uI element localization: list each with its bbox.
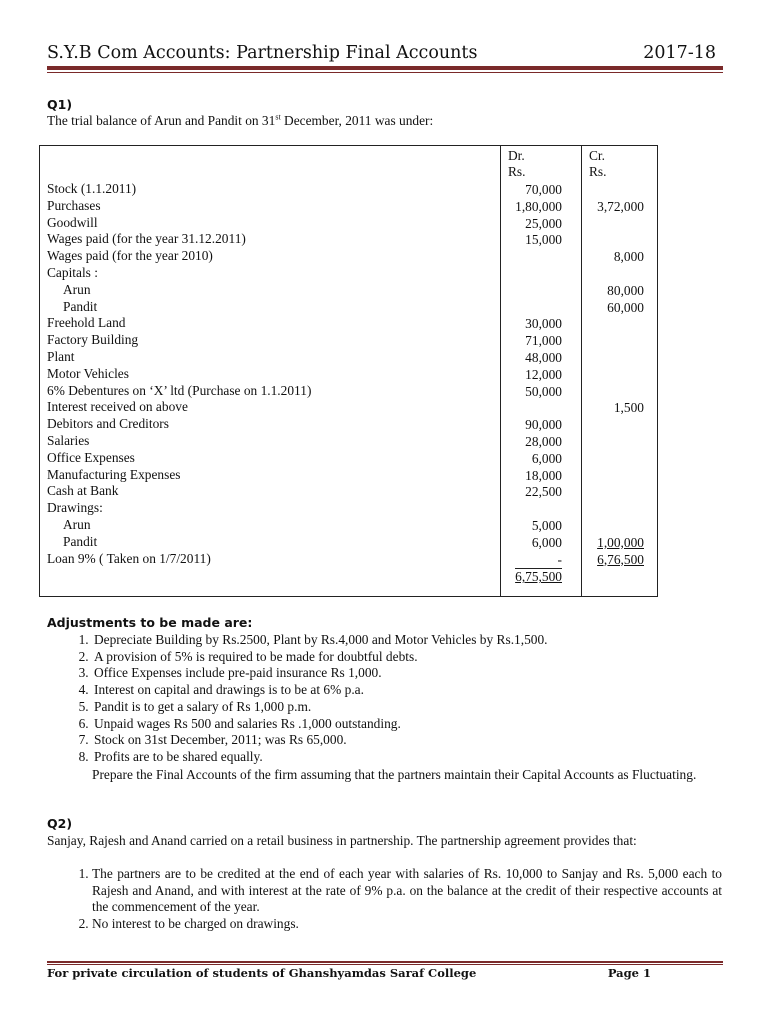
cr-value [582, 501, 644, 518]
dr-value [500, 266, 562, 283]
cr-value [582, 451, 644, 468]
cr-value [582, 434, 644, 451]
cr-value [582, 468, 644, 485]
list-item: 2. A provision of 5% is required to be made for doubtful debts. [92, 649, 724, 666]
dr-value [500, 501, 562, 518]
cr-total: 6,76,500 [597, 551, 644, 567]
list-item: 6. Unpaid wages Rs 500 and salaries Rs .1,000 outstanding. [92, 716, 724, 733]
dr-value: 18,000 [525, 467, 562, 483]
page-number: Page 1 [607, 966, 651, 980]
cr-value [582, 417, 644, 434]
table-row-label: Capitals : [47, 264, 98, 280]
header-year: 2017-18 [643, 43, 716, 63]
dr-value: 1,80,000 [515, 198, 562, 214]
dr-value: 28,000 [525, 433, 562, 449]
table-row-label: Arun [63, 281, 91, 297]
table-row-label: Salaries [47, 432, 90, 448]
cr-value: 1,500 [613, 400, 644, 416]
list-item: 1. Depreciate Building by Rs.2500, Plant by Rs.4,000 and Motor Vehicles by Rs.1,500. [92, 632, 724, 649]
dr-value: 12,000 [525, 366, 562, 382]
dr-value [500, 283, 562, 300]
list-item: 4. Interest on capital and drawings is to be at 6% p.a. [92, 682, 724, 699]
table-row-label: Purchases [47, 197, 101, 213]
dr-value [500, 249, 562, 266]
footer-text: For private circulation of students of Ghanshyamdas Saraf College [47, 966, 477, 980]
cr-value [582, 232, 644, 249]
cr-value [582, 518, 644, 535]
col-dr-header: Dr. [508, 148, 525, 163]
table-row-label: Cash at Bank [47, 483, 119, 499]
cr-value [582, 484, 644, 501]
cr-value [582, 182, 644, 199]
cr-value [582, 367, 644, 384]
table-row-label: Wages paid (for the year 2010) [47, 248, 213, 264]
table-row-label: Interest received on above [47, 399, 188, 415]
table-row-label: Goodwill [47, 214, 98, 230]
col-dr-unit: Rs. [508, 164, 526, 179]
q2-label: Q2) [47, 816, 73, 831]
table-row-label: Office Expenses [47, 449, 135, 465]
instruction-text: Prepare the Final Accounts of the firm assuming that the partners maintain their Capital Accounts as Fluctuating. [92, 767, 697, 782]
dr-value: 70,000 [525, 182, 562, 197]
cr-value [582, 216, 644, 233]
dr-value: 6,000 [531, 450, 562, 466]
cr-value [582, 384, 644, 401]
dr-value: 25,000 [525, 215, 562, 231]
dr-value [500, 400, 562, 417]
table-row-label: Loan 9% ( Taken on 1/7/2011) [47, 550, 211, 566]
cr-value [582, 316, 644, 333]
header-rule [47, 66, 723, 70]
table-row-label: Arun [63, 516, 91, 532]
dr-total: 6,75,500 [515, 569, 562, 585]
cr-value: 3,72,000 [597, 198, 644, 214]
adjustments-list [47, 632, 724, 766]
table-row-label: Wages paid (for the year 31.12.2011) [47, 231, 246, 247]
table-row-label: Manufacturing Expenses [47, 466, 181, 482]
col-cr-header: Cr. [589, 148, 605, 163]
footer-rule-thin [47, 964, 723, 965]
list-item: 1. The partners are to be credited at the end of each year with salaries of Rs. 10,000 to Sanjay and Rs. 5,000 each to Rajesh and Anand, and with interest at the rate of 9% p.a. on the balance at the credit of their respective accounts at the commencement of the year. [92, 866, 722, 916]
table-row-label: Debitors and Creditors [47, 416, 169, 432]
dr-value: 6,000 [531, 534, 562, 550]
col-cr-unit: Rs. [589, 164, 607, 179]
cr-value [582, 350, 644, 367]
cr-value [582, 266, 644, 283]
cr-value: 1,00,000 [597, 534, 644, 550]
table-row-label: Freehold Land [47, 315, 126, 331]
list-item: 2. No interest to be charged on drawings. [92, 916, 722, 933]
footer-rule [47, 961, 723, 963]
cr-value: 80,000 [607, 282, 644, 298]
list-item: 8. Profits are to be shared equally. [92, 749, 724, 766]
table-row-label: Factory Building [47, 332, 139, 348]
q2-intro: Sanjay, Rajesh and Anand carried on a retail business in partnership. The partnership agreement provides that: [47, 833, 637, 848]
dr-value [500, 300, 562, 317]
header-title: S.Y.B Com Accounts: Partnership Final Accounts [47, 43, 478, 63]
header-rule-thin [47, 72, 723, 73]
item-list [47, 181, 311, 567]
dr-column [500, 182, 562, 585]
table-row-label: Pandit [63, 298, 98, 314]
q2-points [47, 866, 722, 933]
table-row-label: 6% Debentures on ‘X’ ltd (Purchase on 1.1.2011) [47, 382, 312, 398]
dr-value: 50,000 [525, 383, 562, 399]
dr-value: - [557, 551, 562, 567]
cr-value: 60,000 [607, 299, 644, 315]
q1-label: Q1) [47, 97, 73, 112]
dr-value: 5,000 [531, 517, 562, 533]
table-row-label: Motor Vehicles [47, 365, 129, 381]
adjustments-title: Adjustments to be made are: [47, 615, 253, 630]
dr-value: 71,000 [525, 333, 562, 349]
dr-value: 48,000 [525, 349, 562, 365]
cr-value [582, 333, 644, 350]
dr-value: 30,000 [525, 316, 562, 332]
table-row-label: Pandit [63, 533, 98, 549]
table-row-label: Stock (1.1.2011) [47, 181, 137, 196]
list-item: 5. Pandit is to get a salary of Rs 1,000 p.m. [92, 699, 724, 716]
dr-value: 22,500 [525, 484, 562, 500]
dr-value: 90,000 [525, 417, 562, 433]
dr-value: 15,000 [525, 232, 562, 248]
cr-column [582, 182, 644, 568]
table-row-label: Drawings: [47, 500, 103, 516]
cr-value: 8,000 [613, 249, 644, 265]
list-item: 7. Stock on 31st December, 2011; was Rs 65,000. [92, 732, 724, 749]
list-item: 3. Office Expenses include pre-paid insurance Rs 1,000. [92, 665, 724, 682]
table-row-label: Plant [47, 348, 75, 364]
q1-intro: The trial balance of Arun and Pandit on 31st December, 2011 was under: [47, 112, 434, 128]
